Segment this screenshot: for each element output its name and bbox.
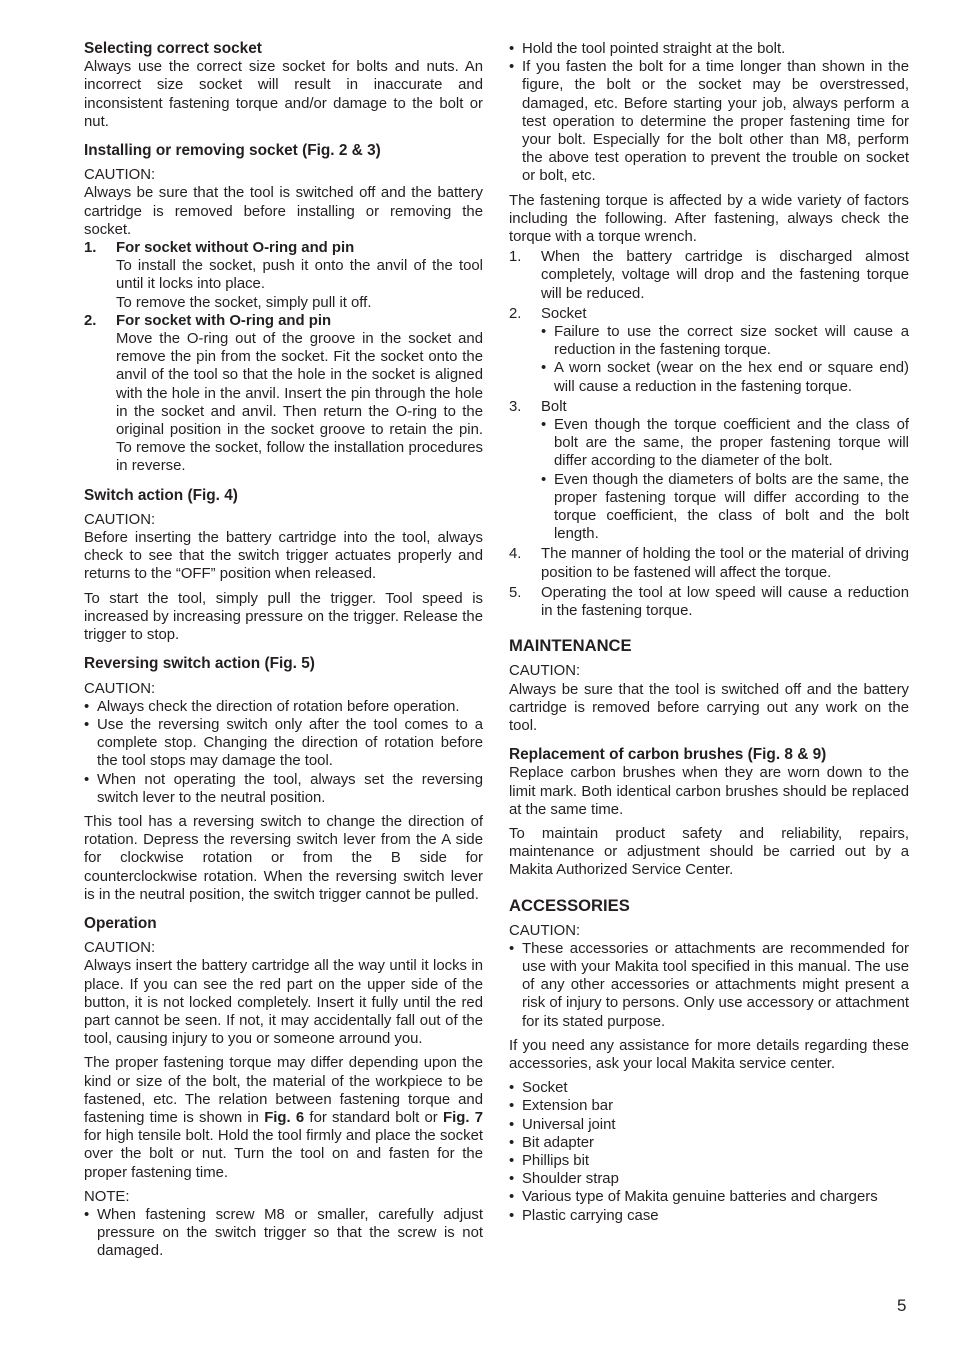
section-heading-selecting-socket: Selecting correct socket (84, 40, 262, 57)
bullet-item: • Even though the torque coefficient and the class of bolt are the same, the proper fastening torque will differ according to the diameter of the bolt. (541, 416, 909, 471)
bullet-item: • If you fasten the bolt for a time longer than shown in the figure, the bolt or the socket may be overstressed, damaged, etc. Before starting your job, always perform a test operation to determine the proper fastening time for your bolt. Especially for the bolt other than M8, perform the above test operation to prevent the trouble on socket or bolt, etc. (509, 58, 909, 185)
caution-label: CAUTION: (84, 511, 156, 528)
text-run: The proper fastening torque may differ depending upon the kind or size of the bolt, the material of the workpiece to be fastened, etc. The relation between fastening torque and fastening time is shown in (84, 1055, 483, 1126)
bullet-item: • Use the reversing switch only after the tool comes to a complete stop. Changing the direction of rotation before the tool stops may damage the tool. (84, 716, 483, 771)
paragraph: This tool has a reversing switch to change the direction of rotation. Depress the reversing switch lever from the A side for clockwise rotation or from the B side for counterclockwise rotation. When the reversing switch lever is in the neutral position, the switch trigger cannot be pulled. (84, 813, 483, 903)
paragraph: To maintain product safety and reliability, repairs, maintenance or adjustment should be carried out by a Makita Authorized Service Center. (509, 825, 909, 879)
socket-steps-list (84, 239, 483, 476)
caution-label: CAUTION: (509, 663, 581, 680)
item-text: To remove the socket, simply pull it off. (116, 294, 372, 311)
caution-bullets (84, 698, 483, 807)
note-bullets (84, 1206, 483, 1261)
paragraph: Replace carbon brushes when they are worn down to the limit mark. Both identical carbon brushes should be replaced at the same time. (509, 765, 909, 818)
paragraph: Before inserting the battery cartridge into the tool, always check to see that the switch trigger actuates properly and returns to the “OFF” position when released. (84, 530, 483, 583)
item-title: For socket with O-ring and pin (116, 312, 332, 329)
section-heading-accessories: ACCESSORIES (509, 895, 630, 915)
item-number: 3. (509, 398, 522, 415)
bullet-item: • When fastening screw M8 or smaller, carefully adjust pressure on the switch trigger so that the screw is not damaged. (84, 1206, 483, 1261)
item-number: 1. (509, 249, 522, 266)
list-item (84, 312, 483, 476)
sub-bullets (541, 323, 909, 396)
section-heading-reversing-switch: Reversing switch action (Fig. 5) (84, 655, 315, 673)
list-item (84, 239, 483, 312)
section-heading-maintenance: MAINTENANCE (509, 636, 632, 656)
caution-bullets (509, 940, 909, 1031)
paragraph: To start the tool, simply pull the trigger. Tool speed is increased by increasing pressure on the trigger. Release the trigger to stop. (84, 590, 483, 644)
paragraph: Always use the correct size socket for bolts and nuts. An incorrect size socket will result in inaccurate and inconsistent fastening torque and/or damage to the bolt or nut. (84, 59, 483, 130)
paragraph: Always insert the battery cartridge all the way until it locks in place. If you can see the red part on the upper side of the button, it is not locked completely. Insert it fully until the red part cannot be seen. If not, it may accidentally fall out of the tool, causing injury to you or someone arround you. (84, 958, 483, 1048)
item-number: 2. (84, 312, 97, 329)
caution-label: CAUTION: (509, 922, 581, 939)
list-item (509, 398, 909, 544)
right-column (509, 40, 909, 1225)
bullet-item: • A worn socket (wear on the hex end or square end) will cause a reduction in the fastening torque. (541, 359, 909, 395)
paragraph-fastening-torque (84, 1054, 483, 1181)
item-number: 5. (509, 584, 522, 601)
item-text: The manner of holding the tool or the material of driving position to be fastened will affect the torque. (541, 546, 909, 581)
accessory-item: • Extension bar (509, 1097, 909, 1115)
item-title: For socket without O-ring and pin (116, 240, 355, 257)
accessory-item: • Various type of Makita genuine batteries and chargers (509, 1188, 909, 1206)
bullet-item: • Failure to use the correct size socket will cause a reduction in the fastening torque. (541, 323, 909, 359)
accessory-item: • Socket (509, 1079, 909, 1097)
text-run: for standard bolt or (304, 1109, 443, 1126)
sub-bullets (541, 416, 909, 543)
item-text: Move the O-ring out of the groove in the socket and remove the pin from the socket. Fit the socket onto the anvil of the tool so that the hole in the socket is aligned with the hole in the anvil. Insert the pin through the hole in the socket and anvil. Then return the O-ring to the original position in the socket groove to retain the pin. To remove the socket, follow the installation procedures in reverse. (116, 331, 483, 475)
item-number: 1. (84, 240, 97, 257)
figure-reference: Fig. 7 (443, 1109, 483, 1126)
paragraph: Always be sure that the tool is switched off and the battery cartridge is removed before installing or removing the socket. (84, 185, 483, 238)
accessory-item: • Plastic carrying case (509, 1207, 909, 1225)
figure-reference: Fig. 6 (264, 1109, 305, 1126)
section-heading-carbon-brushes: Replacement of carbon brushes (Fig. 8 & 9) (509, 746, 827, 764)
paragraph: If you need any assistance for more details regarding these accessories, ask your local Makita service center. (509, 1037, 909, 1072)
accessory-item: • Universal joint (509, 1116, 909, 1134)
section-heading-switch-action: Switch action (Fig. 4) (84, 486, 238, 504)
accessory-item: • Phillips bit (509, 1152, 909, 1170)
left-column (84, 40, 483, 1261)
item-text: Socket (541, 305, 587, 322)
list-item (509, 545, 909, 581)
item-text: Operating the tool at low speed will cause a reduction in the fastening torque. (541, 584, 909, 620)
page-number: 5 (897, 1296, 907, 1315)
torque-factors-list (509, 248, 909, 620)
operation-bullets (509, 40, 909, 186)
list-item (509, 248, 909, 303)
bullet-item: • When not operating the tool, always set the reversing switch lever to the neutral position. (84, 771, 483, 807)
list-item (509, 305, 909, 396)
item-number: 4. (509, 546, 522, 563)
item-text: When the battery cartridge is discharged almost completely, voltage will drop and the fastening torque will be reduced. (541, 249, 909, 302)
note-label: NOTE: (84, 1188, 130, 1205)
paragraph: Always be sure that the tool is switched off and the battery cartridge is removed before carrying out any work on the tool. (509, 681, 909, 734)
caution-label: CAUTION: (84, 167, 156, 184)
bullet-item: • Hold the tool pointed straight at the bolt. (509, 40, 909, 58)
paragraph: The fastening torque is affected by a wide variety of factors including the following. After fastening, always check the torque with a torque wrench. (509, 192, 909, 246)
item-number: 2. (509, 305, 522, 322)
list-item (509, 584, 909, 620)
item-text: To install the socket, push it onto the anvil of the tool until it locks into place. (116, 258, 483, 293)
bullet-item: • These accessories or attachments are recommended for use with your Makita tool specified in this manual. The use of any other accessories or attachments might present a risk of injury to persons. Only use accessory or attachment for its stated purpose. (509, 940, 909, 1031)
bullet-item: • Even though the diameters of bolts are the same, the proper fastening torque will differ according to the torque coefficient, the class of bolt and the bolt length. (541, 471, 909, 544)
item-text: Bolt (541, 398, 567, 415)
section-heading-installing-socket: Installing or removing socket (Fig. 2 & 3) (84, 142, 381, 160)
bullet-item: • Always check the direction of rotation before operation. (84, 698, 483, 716)
caution-label: CAUTION: (84, 940, 156, 957)
text-run: for high tensile bolt. Hold the tool firmly and place the socket over the bolt or nut. Turn the tool on and fasten for the proper fastening time. (84, 1128, 483, 1181)
accessories-list (509, 1079, 909, 1225)
accessory-item: • Bit adapter (509, 1134, 909, 1152)
section-heading-operation: Operation (84, 914, 157, 932)
caution-label: CAUTION: (84, 680, 156, 697)
accessory-item: • Shoulder strap (509, 1170, 909, 1188)
